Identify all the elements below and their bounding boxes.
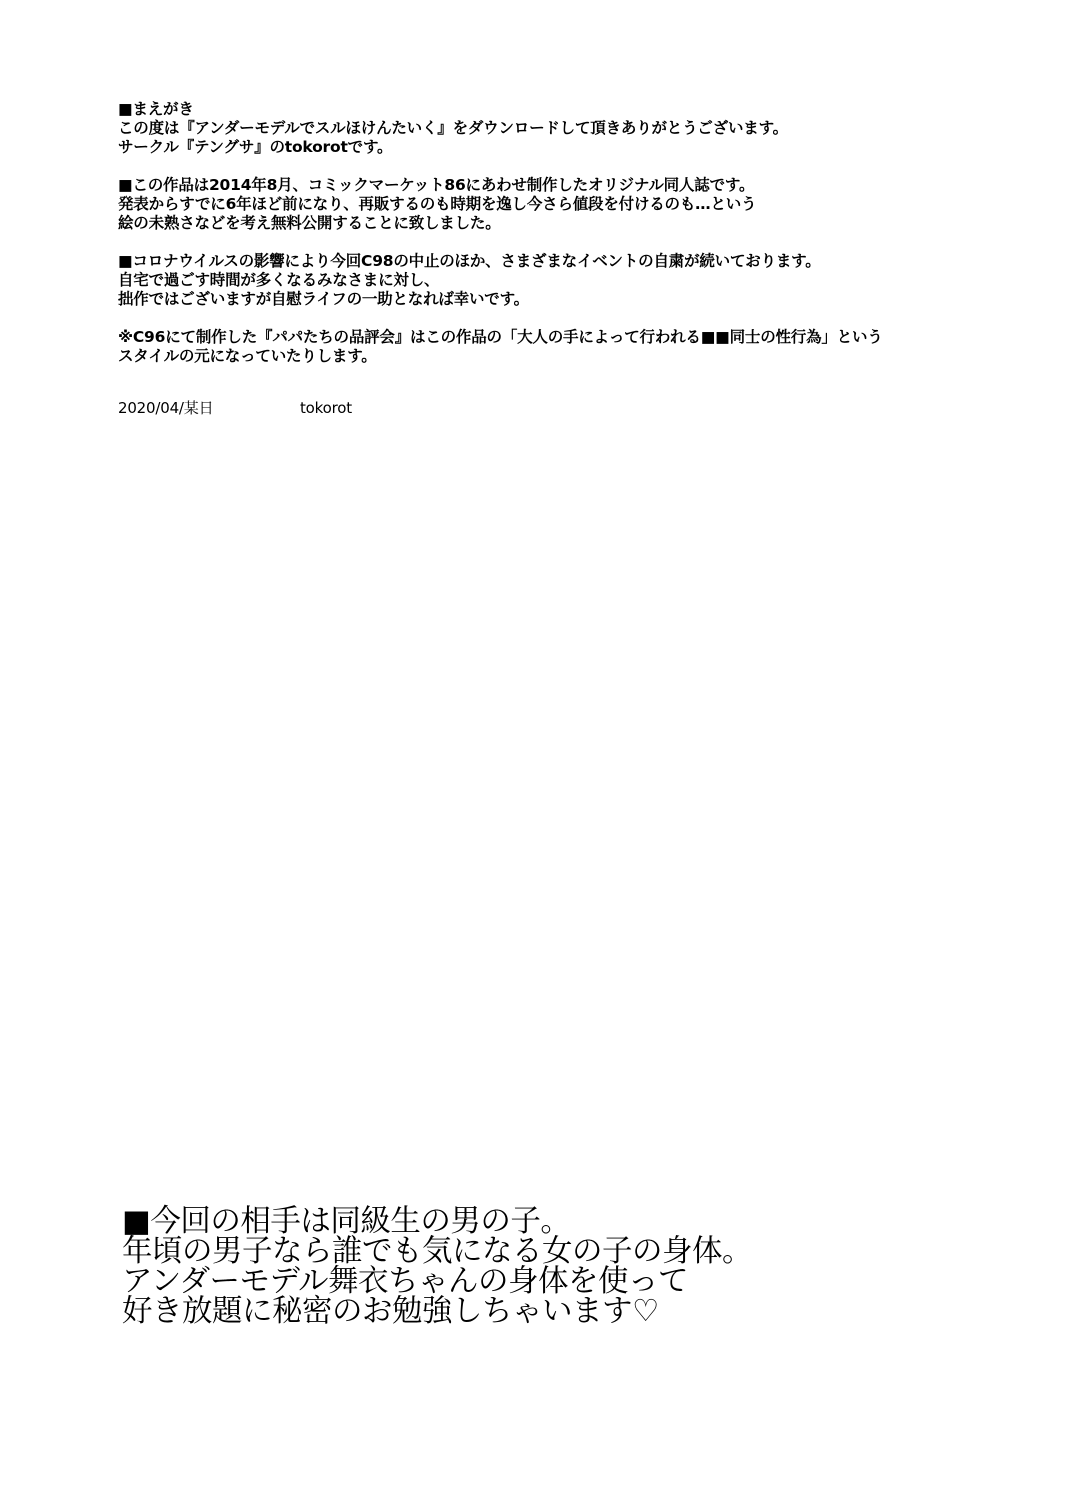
signature <box>118 399 1018 418</box>
blurb-line: アンダーモデル舞衣ちゃんの身体を使って <box>122 1264 689 1299</box>
about-line: 発表からすでに6年ほど前になり、再販するのも時期を逸し今さら値段を付けるのも…という <box>118 195 757 213</box>
promo-blurb <box>122 1204 1022 1329</box>
corona-line: 自宅で過ごす時間が多くなるみなさまに対し、 <box>118 271 440 289</box>
intro-line: この度は『アンダーモデルでスルほけんたいく』をダウンロードして頂きありがとうございます。 <box>118 119 788 137</box>
note-line: ※C96にて制作した『パパたちの品評会』はこの作品の「大人の手によって行われる■■同士の性行為」という <box>118 328 883 346</box>
about-paragraph <box>118 176 1018 233</box>
corona-line: ■コロナウイルスの影響により今回C98の中止のほか、さまざまなイベントの自粛が続いております。 <box>118 252 821 270</box>
corona-paragraph <box>118 252 1018 309</box>
note-paragraph <box>118 328 1018 366</box>
blurb-line: 年頃の男子なら誰でも気になる女の子の身体。 <box>122 1234 752 1269</box>
preface-heading: ■まえがき <box>118 100 194 118</box>
preface-section <box>118 100 1018 418</box>
signature-author: tokorot <box>300 399 352 417</box>
intro-line: サークル『テングサ』のtokorotです。 <box>118 138 393 156</box>
intro-paragraph <box>118 100 1018 157</box>
note-line: スタイルの元になっていたりします。 <box>118 347 377 365</box>
signature-date: 2020/04/某日 <box>118 399 214 417</box>
blurb-line: 好き放題に秘密のお勉強しちゃいます♡ <box>122 1294 659 1329</box>
corona-line: 拙作ではございますが自慰ライフの一助となれば幸いです。 <box>118 290 529 308</box>
about-line: 絵の未熟さなどを考え無料公開することに致しました。 <box>118 214 501 232</box>
about-line: ■この作品は2014年8月、コミックマーケット86にあわせ制作したオリジナル同人誌です。 <box>118 176 755 194</box>
blurb-line: ■今回の相手は同級生の男の子。 <box>122 1204 571 1239</box>
